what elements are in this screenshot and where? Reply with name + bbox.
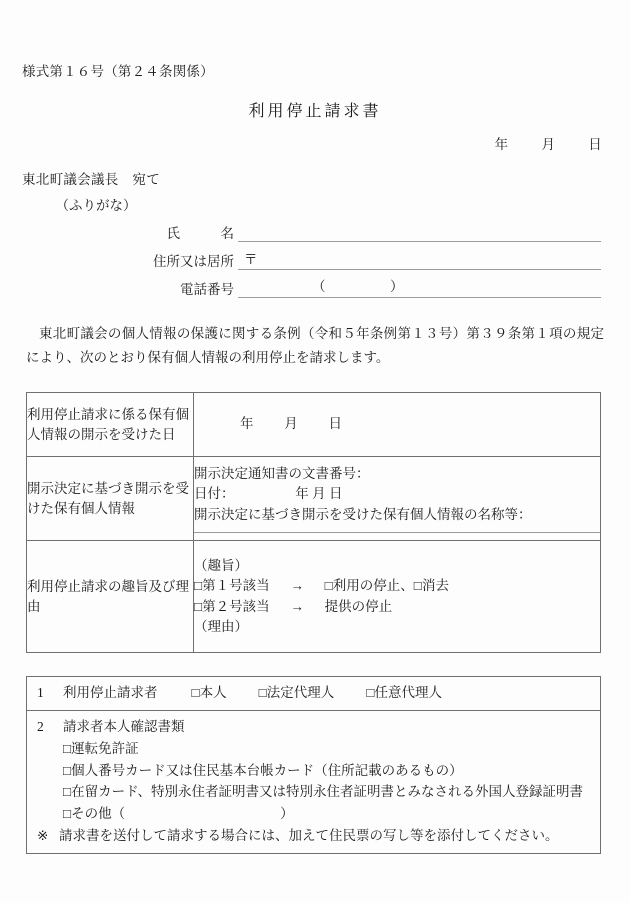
addressee: 東北町議会議長 宛て <box>22 172 160 187</box>
disclosure-date-value[interactable] <box>194 393 601 457</box>
statement-line-2: より、次のとおり保有個人情報の利用停止を請求します。 <box>39 349 390 365</box>
disclosure-date-month: 月 <box>284 416 298 432</box>
identity-documents-heading <box>37 716 592 738</box>
header-date-year: 年 <box>494 137 509 152</box>
verification-table <box>26 676 601 854</box>
requester-type-cell[interactable] <box>27 677 601 711</box>
checkbox-mynumber-card[interactable]: □個人番号カード又は住民基本台帳カード（住所記載のあるもの） <box>63 762 463 778</box>
name-input[interactable] <box>238 219 601 242</box>
requester-row-number: 1 <box>37 685 44 700</box>
phone-paren-right: ） <box>390 279 404 294</box>
name-row <box>0 214 630 242</box>
requester-type-label: 利用停止請求者 <box>63 685 158 700</box>
notice-date-month: 月 <box>312 486 326 502</box>
disclosed-info-name-input[interactable] <box>194 532 600 533</box>
identity-documents-label: 請求者本人確認書類 <box>63 718 185 734</box>
checkbox-drivers-license[interactable]: □運転免許証 <box>63 740 139 756</box>
applicant-fields <box>0 196 630 298</box>
purpose-reason-label: 利用停止請求の趣旨及び理由 <box>27 541 194 653</box>
purpose-option-1[interactable] <box>194 576 600 596</box>
statement-paragraph <box>26 322 604 369</box>
request-details-table <box>26 392 601 653</box>
checkbox-item-1-label[interactable]: □第１号該当 <box>194 578 270 594</box>
arrow-icon: → <box>290 578 304 594</box>
disclosure-date-label: 利用停止請求に係る保有個人情報の開示を受けた日 <box>27 393 194 457</box>
identity-row-number: 2 <box>37 718 44 734</box>
furigana-row <box>0 196 630 214</box>
checkbox-voluntary-agent[interactable]: □任意代理人 <box>366 685 442 700</box>
submission-note-text: 請求書を送付して請求する場合には、加えて住民票の写し等を添付してください。 <box>59 828 559 844</box>
disclosed-info-name-label: 開示決定に基づき開示を受けた保有個人情報の名称等： <box>194 506 532 522</box>
address-input[interactable] <box>238 247 601 270</box>
disclosed-info-label: 開示決定に基づき開示を受けた保有個人情報 <box>27 457 194 541</box>
phone-paren-left: （ <box>312 279 326 294</box>
header-date-day: 日 <box>588 137 602 152</box>
page-title: 利用停止請求書 <box>248 103 382 120</box>
note-mark-icon: ※ <box>37 828 49 844</box>
arrow-icon: → <box>290 598 304 614</box>
name-label: 氏 名 <box>166 226 234 242</box>
postal-code-icon: 〒 <box>244 252 258 267</box>
notice-date-label: 日付： <box>194 486 235 502</box>
checkbox-other-paren-right: ） <box>280 806 294 822</box>
checkbox-residence-card[interactable]: □在留カード、特別永住者証明書又は特別永住者証明書とみなされる外国人登録証明書 <box>63 784 583 800</box>
header-date <box>495 133 602 153</box>
doc-number-label: 開示決定通知書の文書番号： <box>194 466 370 482</box>
phone-label: 電話番号 <box>180 282 234 298</box>
checkbox-item-2-label[interactable]: □第２号該当 <box>194 598 270 614</box>
table-row <box>27 393 601 457</box>
form-number: 様式第１６号（第２４条関係） <box>22 64 214 79</box>
checkbox-other[interactable] <box>37 803 592 825</box>
disclosure-date-year: 年 <box>240 416 254 432</box>
furigana-label: （ふりがな） <box>55 198 137 214</box>
disclosure-date-group <box>194 414 342 434</box>
phone-input[interactable] <box>238 275 601 298</box>
identity-documents-cell[interactable] <box>27 710 601 853</box>
statement-line-1: 東北町議会の個人情報の保護に関する条例（令和５年条例第１３号）第３９条第１項の規定に <box>26 326 604 365</box>
disclosure-date-day: 日 <box>328 416 342 432</box>
phone-row <box>0 270 630 298</box>
notice-date-day: 日 <box>329 486 343 502</box>
disclosed-info-value[interactable] <box>194 457 601 541</box>
notice-date-row <box>194 484 600 504</box>
purpose-option-2[interactable] <box>194 597 600 617</box>
furigana-spacer <box>238 192 601 214</box>
table-row <box>27 677 601 711</box>
purpose-reason-value[interactable] <box>194 541 601 653</box>
notice-date-year: 年 <box>295 486 309 502</box>
table-row <box>27 541 601 653</box>
checkbox-legal-agent[interactable]: □法定代理人 <box>258 685 335 700</box>
submission-note <box>37 825 592 847</box>
checkbox-item-2-actions: 提供の停止 <box>324 598 393 614</box>
table-row <box>27 457 601 541</box>
checkbox-self[interactable]: □本人 <box>191 685 227 700</box>
checkbox-other-label[interactable]: □その他（ <box>63 806 126 822</box>
purpose-heading: （趣旨） <box>194 558 248 573</box>
header-date-month: 月 <box>541 137 556 152</box>
address-row <box>0 242 630 270</box>
address-label: 住所又は居所 <box>153 254 234 270</box>
checkbox-item-1-actions[interactable]: □利用の停止、□消去 <box>324 578 449 594</box>
table-row <box>27 710 601 853</box>
reason-heading: （理由） <box>194 618 248 634</box>
